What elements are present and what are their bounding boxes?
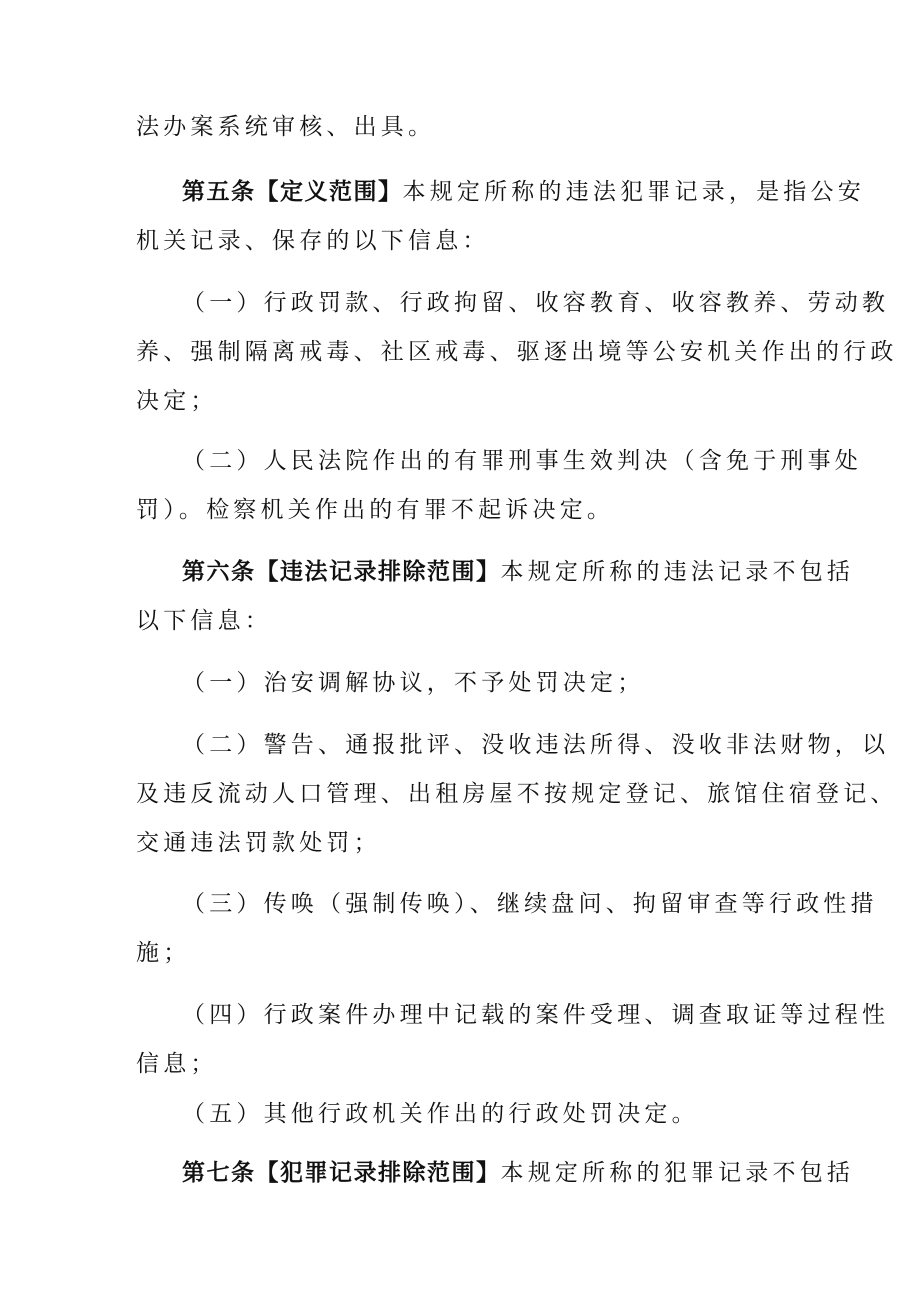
article-6-line-1 xyxy=(182,557,855,587)
article-6-item-4-line-1: （四）行政案件办理中记载的案件受理、调查取证等过程性 xyxy=(182,1002,890,1028)
article-6-item-3-line-1: （三）传唤（强制传唤）、继续盘问、拘留审查等行政性措 xyxy=(182,891,878,917)
article-5-item-1-line-3: 决定； xyxy=(136,388,218,414)
article-5-item-1-line-1: （一）行政罚款、行政拘留、收容教育、收容教养、劳动教 xyxy=(182,290,890,316)
article-7-line-1 xyxy=(182,1158,855,1188)
article-6-item-2-line-3: 交通违法罚款处罚； xyxy=(136,830,381,856)
article-5-item-2-line-2: 罚）。检察机关作出的有罪不起诉决定。 xyxy=(136,497,615,523)
article-5-heading: 第五条【定义范围】 xyxy=(182,179,403,205)
article-6-item-2-line-2: 及违反流动人口管理、出租房屋不按规定登记、旅馆住宿登记、 xyxy=(136,781,898,807)
article-5-text: 本规定所称的违法犯罪记录，是指公安 xyxy=(402,179,865,205)
article-5-line-2: 机关记录、保存的以下信息： xyxy=(136,228,490,254)
article-7-text: 本规定所称的犯罪记录不包括 xyxy=(500,1160,855,1186)
article-6-text: 本规定所称的违法记录不包括 xyxy=(500,559,855,585)
article-7-heading: 第七条【犯罪记录排除范围】 xyxy=(182,1160,501,1186)
intro-tail-text: 法办案系统审核、出具。 xyxy=(136,114,436,140)
article-6-item-2-line-1: （二）警告、通报批评、没收违法所得、没收非法财物，以 xyxy=(182,732,890,758)
article-5-item-2-line-1: （二）人民法院作出的有罪刑事生效判决（含免于刑事处 xyxy=(182,448,862,474)
article-6-line-2: 以下信息： xyxy=(136,608,272,634)
article-5-item-1-line-2: 养、强制隔离戒毒、社区戒毒、驱逐出境等公安机关作出的行政 xyxy=(136,339,898,365)
article-6-item-4-line-2: 信息； xyxy=(136,1051,218,1077)
article-6-heading: 第六条【违法记录排除范围】 xyxy=(182,559,501,585)
article-5-line-1 xyxy=(182,177,865,207)
article-6-item-1: （一）治安调解协议，不予处罚决定； xyxy=(182,670,645,696)
article-6-item-3-line-2: 施； xyxy=(136,940,191,966)
article-6-item-5: （五）其他行政机关作出的行政处罚决定。 xyxy=(182,1101,699,1127)
